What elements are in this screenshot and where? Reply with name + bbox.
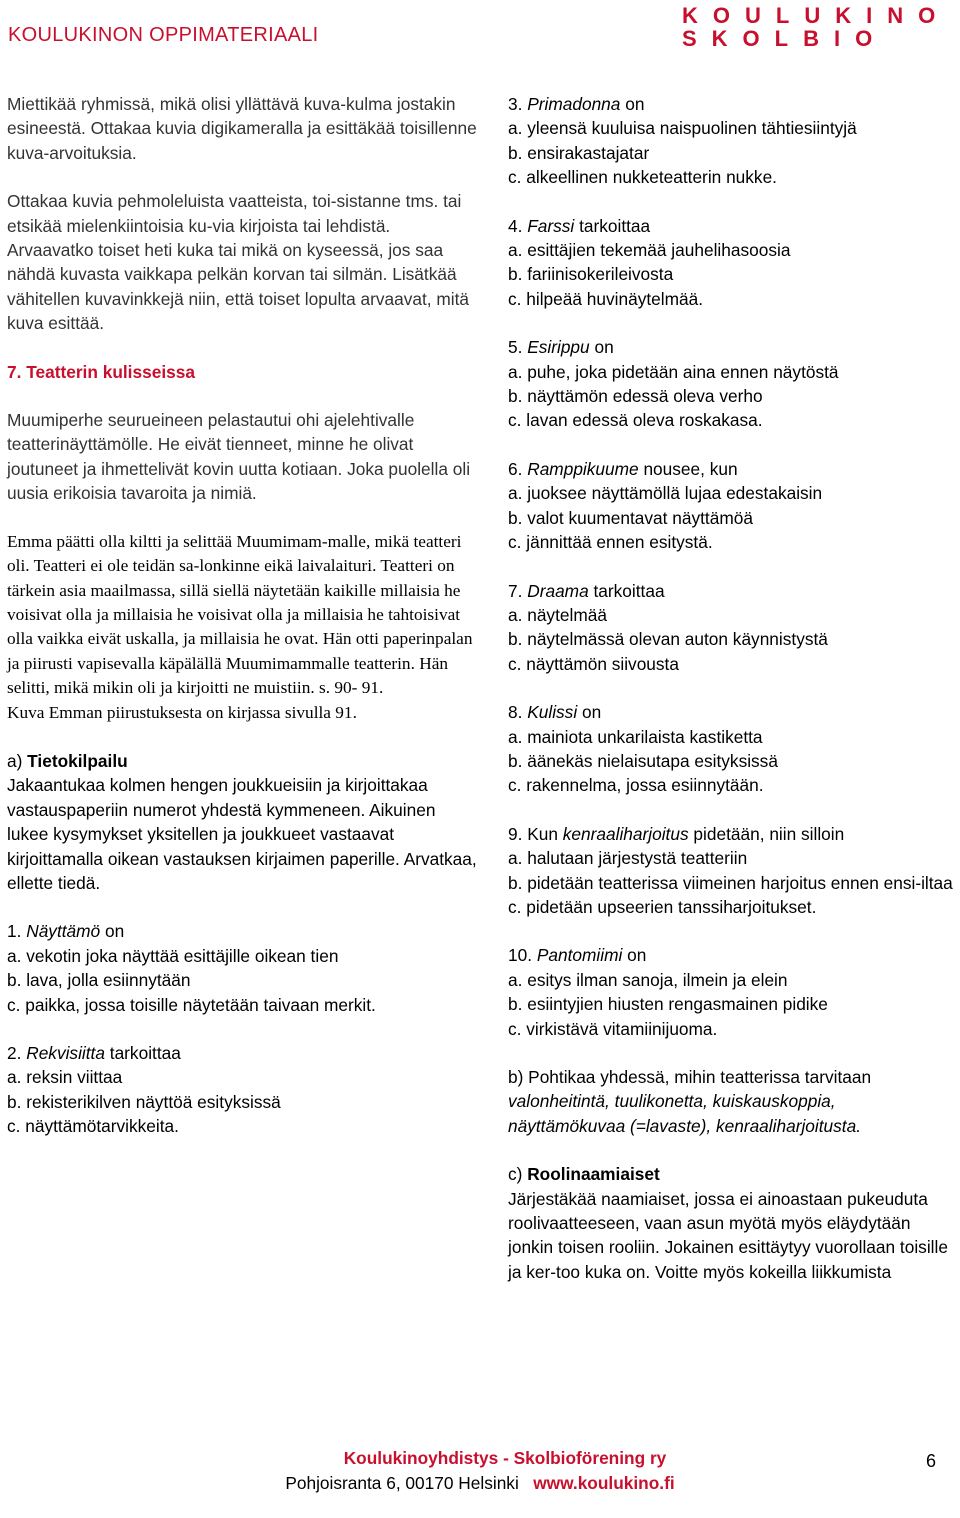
question-term: Pantomiimi <box>536 945 623 966</box>
footer <box>0 1446 960 1496</box>
option-c: c. näyttämön siivousta <box>508 653 679 674</box>
task-c-heading: c) Roolinaamiaiset <box>508 1164 660 1185</box>
option-b: b. lava, jolla esiinnytään <box>7 970 191 991</box>
option-a: a. halutaan järjestystä teatteriin <box>508 848 748 869</box>
option-c: c. virkistävä vitamiinijuoma. <box>508 1018 718 1039</box>
header-title: KOULUKINON OPPIMATERIAALI <box>8 24 319 46</box>
option-c: c. näyttämötarvikkeita. <box>7 1116 179 1137</box>
option-c: c. jännittää ennen esitystä. <box>508 532 713 553</box>
option-a: a. esittäjien tekemää jauhelihasoosia <box>508 240 791 261</box>
page-number: 6 <box>926 1451 937 1471</box>
question-term: Primadonna <box>527 94 621 114</box>
option-c: c. pidetään upseerien tanssiharjoitukset. <box>508 896 817 917</box>
option-a: a. juoksee näyttämöllä lujaa edestakaisin <box>508 483 823 504</box>
option-a: a. puhe, joka pidetään aina ennen näytöstä <box>508 361 839 382</box>
option-a: a. esitys ilman sanoja, ilmein ja elein <box>508 969 788 990</box>
question-2: 2. Rekvisiitta tarkoittaa a. reksin viittaa b. rekisterikilven näyttöä esityksissä c. näyttämötarvikkeita. <box>7 1041 477 1139</box>
question-3: 3. Primadonna on a. yleensä kuuluisa naispuolinen tähtiesiintyjä b. ensirakastajatar c. alkeellinen nukketeatterin nukke. <box>508 92 953 190</box>
option-c: c. lavan edessä oleva roskakasa. <box>508 410 763 431</box>
logo-line-2: SKOLBIO <box>682 26 888 51</box>
logo-line-1: KOULUKINO <box>682 3 951 28</box>
task-a-text: Jakaantukaa kolmen hengen joukkueisiin ja kirjoittakaa vastauspaperiin numerot yhdestä kymmeneen. Aikuinen lukee kysymykset yksitellen ja joukkueet vastaavat kirjoittamalla oikean vastauksen kirjaimen paperille. Arvatkaa, ellette tiedä. <box>7 775 477 893</box>
footer-address: Pohjoisranta 6, 00170 Helsinki <box>285 1473 519 1493</box>
option-a: a. näytelmää <box>508 604 607 625</box>
option-c: c. alkeellinen nukketeatterin nukke. <box>508 167 777 188</box>
option-a: a. yleensä kuuluisa naispuolinen tähtiesiintyjä <box>508 118 857 139</box>
footer-url[interactable]: www.koulukino.fi <box>533 1473 675 1493</box>
question-7: 7. Draama tarkoittaa a. näytelmää b. näytelmässä olevan auton käynnistystä c. näyttämön siivousta <box>508 579 953 677</box>
story-paragraph-1: Muumiperhe seurueineen pelastautui ohi ajelehtivalle teatterinäyttämölle. He eivät tienneet, minne he olivat joutuneet ja ihmettelivät kovin uutta kotiaan. Joka puolella oli uusia erikoisia tavaroita ja nimiä. <box>7 410 471 504</box>
question-term: Rekvisiitta <box>26 1043 105 1063</box>
option-a: a. mainiota unkarilaista kastiketta <box>508 726 763 747</box>
option-a: a. reksin viittaa <box>7 1067 123 1088</box>
intro-paragraph-2: Ottakaa kuvia pehmoleluista vaatteista, toi-sistanne tms. tai etsikää mielenkiintoisia ku-via kirjoista tai lehdistä. Arvaavatko toiset heti kuka tai mikä on kyseessä, jos saa nähdä kuvasta vaikkapa pelkän korvan tai silmän. Lisätkää vähitellen kuvavinkkejä niin, että toiset lopulta arvaavat, mitä kuva esittää. <box>7 191 470 334</box>
task-b-text: b) Pohtikaa yhdessä, mihin teatterissa tarvitaan valonheitintä, tuulikonetta, kuiskauskoppia, näyttämökuvaa (=lavaste), kenraaliharjoitusta. <box>508 1067 872 1136</box>
option-b: b. näytelmässä olevan auton käynnistystä <box>508 629 828 650</box>
task-a-title: Tietokilpailu <box>27 750 128 771</box>
task-c-title: Roolinaamiaiset <box>527 1164 660 1185</box>
option-b: b. fariinisokerileivosta <box>508 264 674 285</box>
option-c: c. hilpeää huvinäytelmää. <box>508 288 704 309</box>
right-column <box>508 92 953 1284</box>
option-b: b. pidetään teatterissa viimeinen harjoitus ennen ensi-iltaa <box>508 872 953 893</box>
option-a: a. vekotin joka näyttää esittäjille oikean tien <box>7 945 339 966</box>
question-9: 9. Kun kenraaliharjoitus pidetään, niin silloin a. halutaan järjestystä teatteriin b. pidetään teatterissa viimeinen harjoitus ennen ensi-iltaa c. pidetään upseerien tanssiharjoitukset. <box>508 822 953 920</box>
footer-organization: Koulukinoyhdistys - Skolbioförening ry <box>343 1448 667 1468</box>
koulukino-logo <box>682 4 950 50</box>
option-b: b. esiintyjien hiusten rengasmainen pidike <box>508 994 828 1015</box>
left-column <box>7 92 477 1139</box>
question-10: 10. Pantomiimi on a. esitys ilman sanoja, ilmein ja elein b. esiintyjien hiusten rengasmainen pidike c. virkistävä vitamiinijuoma. <box>508 943 953 1041</box>
question-term: Farssi <box>527 215 575 236</box>
task-c-text: Järjestäkää naamiaiset, jossa ei ainoastaan pukeuduta roolivaatteeseen, vaan asun myötä myös eläydytään jonkin toisen rooliin. Jokainen esittäytyy vuorollaan toisille ja ker-too kuka on. Voitte myös kokeilla liikkumista <box>508 1188 948 1282</box>
question-8: 8. Kulissi on a. mainiota unkarilaista kastiketta b. äänekäs nielaisutapa esityksissä c. rakennelma, jossa esiinnytään. <box>508 700 953 798</box>
option-b: b. äänekäs nielaisutapa esityksissä <box>508 750 778 771</box>
question-5: 5. Esirippu on a. puhe, joka pidetään aina ennen näytöstä b. näyttämön edessä oleva verho c. lavan edessä oleva roskakasa. <box>508 335 953 433</box>
question-term: Ramppikuume <box>527 458 639 479</box>
footer-address-line <box>0 1471 960 1496</box>
question-1: 1. Näyttämö on a. vekotin joka näyttää esittäjille oikean tien b. lava, jolla esiinnytään c. paikka, jossa toisille näytetään taivaan merkit. <box>7 919 477 1017</box>
option-b: b. valot kuumentavat näyttämöä <box>508 507 753 528</box>
task-a-prefix: a) <box>7 750 28 771</box>
option-c: c. rakennelma, jossa esiinnytään. <box>508 775 764 796</box>
section-heading: 7. Teatterin kulisseissa <box>7 361 195 382</box>
question-term: Kulissi <box>527 702 578 723</box>
option-b: b. ensirakastajatar <box>508 142 650 163</box>
option-b: b. näyttämön edessä oleva verho <box>508 386 763 407</box>
task-b-items: valonheitintä, tuulikonetta, kuiskauskoppia, näyttämökuvaa (=lavaste), kenraaliharjoitusta. <box>508 1091 862 1136</box>
option-b: b. rekisterikilven näyttöä esityksissä <box>7 1091 281 1112</box>
story-caption: Kuva Emman piirustuksesta on kirjassa sivulla 91. <box>7 702 357 722</box>
question-term: kenraaliharjoitus <box>562 823 689 844</box>
question-term: Esirippu <box>527 337 590 358</box>
intro-paragraph-1: Miettikää ryhmissä, mikä olisi yllättävä kuva-kulma jostakin esineestä. Ottakaa kuvia digikameralla ja esittäkää toisillenne kuva-arvoituksia. <box>7 94 477 163</box>
question-term: Draama <box>527 580 589 601</box>
option-c: c. paikka, jossa toisille näytetään taivaan merkit. <box>7 994 376 1015</box>
question-4: 4. Farssi tarkoittaa a. esittäjien tekemää jauhelihasoosia b. fariinisokerileivosta c. hilpeää huvinäytelmää. <box>508 214 953 312</box>
task-a-heading <box>7 749 477 773</box>
question-term: Näyttämö <box>26 921 101 942</box>
question-6: 6. Ramppikuume nousee, kun a. juoksee näyttämöllä lujaa edestakaisin b. valot kuumentavat näyttämöä c. jännittää ennen esitystä. <box>508 457 953 555</box>
story-paragraph-2: Emma päätti olla kiltti ja selittää Muumimam-malle, mikä teatteri oli. Teatteri ei ole teidän sa-lonkinne eikä laivalaituri. Teatteri on tärkein asia maailmassa, sillä siellä näytetään kaikille millaisia he voisivat olla ja millaisia he voisivat olla ja millaisia he tahtoisivat olla vaikka eivät uskalla, ja millaisia he ovat. Hän otti paperinpalan ja piirusti vapisevalla käpälällä Muumimammalle teatterin. Hän selitti, mikä mikin oli ja kirjoitti ne muistiin. s. 90- 91. <box>7 531 473 698</box>
